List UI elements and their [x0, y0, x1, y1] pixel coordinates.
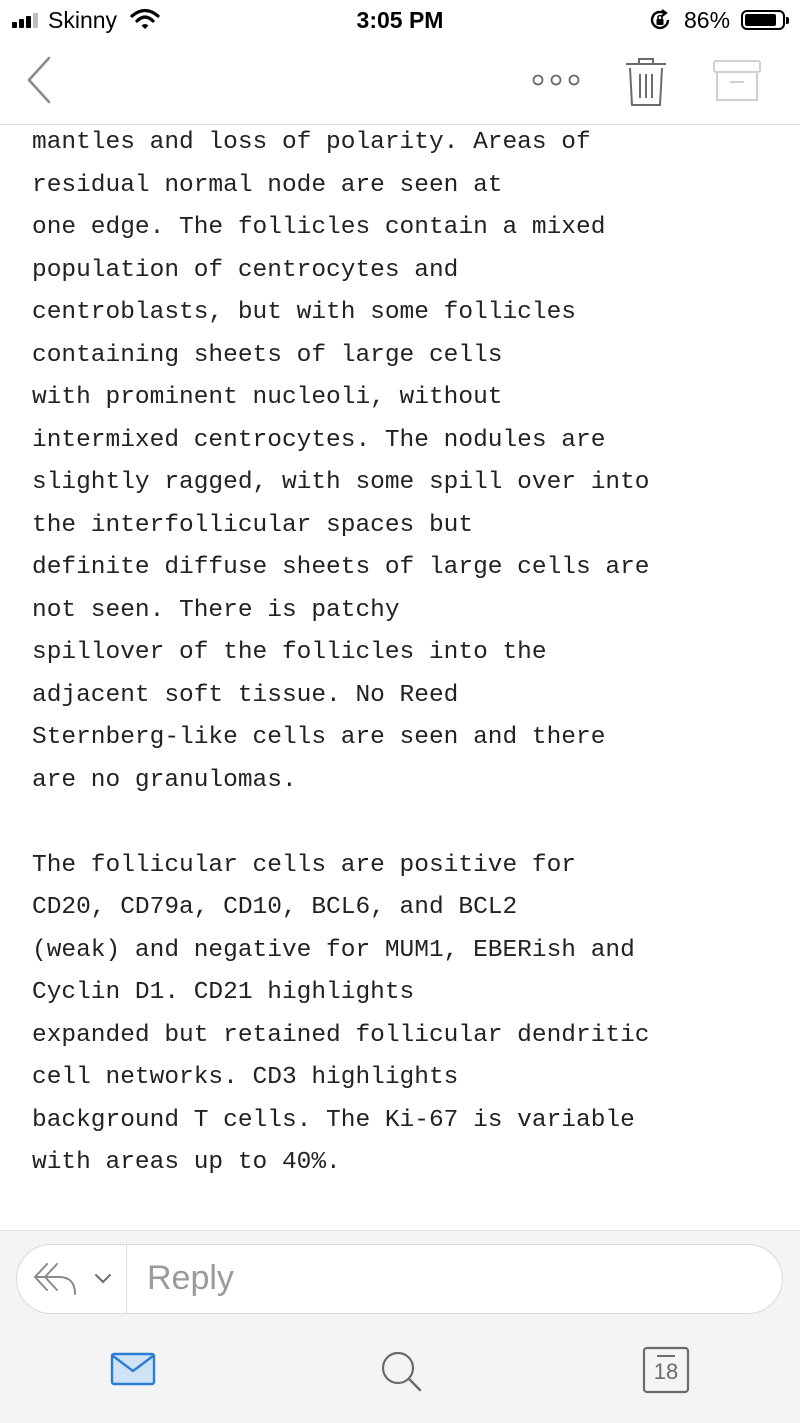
message-toolbar	[0, 40, 800, 125]
reply-field[interactable]	[16, 1244, 783, 1314]
message-line: Sternberg-like cells are seen and there	[32, 724, 606, 751]
message-line: are no granulomas.	[32, 766, 297, 794]
message-paragraph	[32, 122, 782, 802]
archive-button[interactable]	[712, 58, 762, 104]
clock: 3:05 PM	[356, 7, 444, 33]
status-bar	[0, 0, 800, 40]
message-line: background T cells. The Ki-67 is variable	[32, 1106, 635, 1134]
message-line: Cyclin D1. CD21 highlights	[32, 979, 415, 1006]
message-line: with prominent nucleoli, without	[32, 384, 503, 411]
message-line: definite diffuse sheets of large cells are	[32, 554, 650, 581]
reply-divider	[126, 1245, 127, 1313]
calendar-tab[interactable]	[642, 1346, 690, 1394]
message-line: mantles and loss of polarity. Areas of	[32, 129, 591, 156]
tab-bar	[0, 1328, 800, 1423]
calendar-day: 18	[653, 1359, 679, 1384]
message-line: slightly ragged, with some spill over into	[32, 469, 650, 496]
message-line: residual normal node are seen at	[32, 171, 503, 199]
carrier-name: Skinny	[48, 7, 118, 33]
message-line: cell networks. CD3 highlights	[32, 1064, 459, 1091]
message-line: adjacent soft tissue. No Reed	[32, 681, 459, 709]
battery-percentage: 86%	[684, 7, 731, 33]
search-tab[interactable]	[378, 1348, 424, 1394]
message-line: one edge. The follicles contain a mixed	[32, 214, 606, 241]
message-line: not seen. There is patchy	[32, 596, 400, 624]
message-line: (weak) and negative for MUM1, EBERish and	[32, 936, 635, 964]
reply-placeholder[interactable]: Reply	[147, 1259, 234, 1297]
message-line: expanded but retained follicular dendritic	[32, 1021, 650, 1049]
chevron-down-icon[interactable]	[93, 1271, 113, 1285]
battery-icon	[741, 10, 785, 30]
reply-bar	[0, 1230, 800, 1329]
rotation-lock-icon	[648, 8, 672, 32]
message-line: the interfollicular spaces but	[32, 511, 474, 539]
message-line: population of centrocytes and	[32, 256, 459, 284]
reply-icon[interactable]	[33, 1260, 79, 1298]
message-line: centroblasts, but with some follicles	[32, 299, 576, 326]
message-paragraph	[32, 845, 782, 1185]
message-body	[32, 122, 782, 1222]
message-line: spillover of the follicles into the	[32, 639, 547, 666]
message-line: containing sheets of large cells	[32, 341, 503, 369]
back-button[interactable]	[22, 54, 56, 106]
message-line: CD20, CD79a, CD10, BCL6, and BCL2	[32, 894, 518, 921]
message-line: The follicular cells are positive for	[32, 851, 576, 879]
message-line: intermixed centrocytes. The nodules are	[32, 426, 606, 454]
more-options-button[interactable]	[530, 68, 582, 92]
mail-tab[interactable]	[110, 1350, 156, 1388]
delete-button[interactable]	[624, 56, 668, 108]
battery-level-fill	[745, 14, 776, 26]
message-line: with areas up to 40%.	[32, 1149, 341, 1176]
